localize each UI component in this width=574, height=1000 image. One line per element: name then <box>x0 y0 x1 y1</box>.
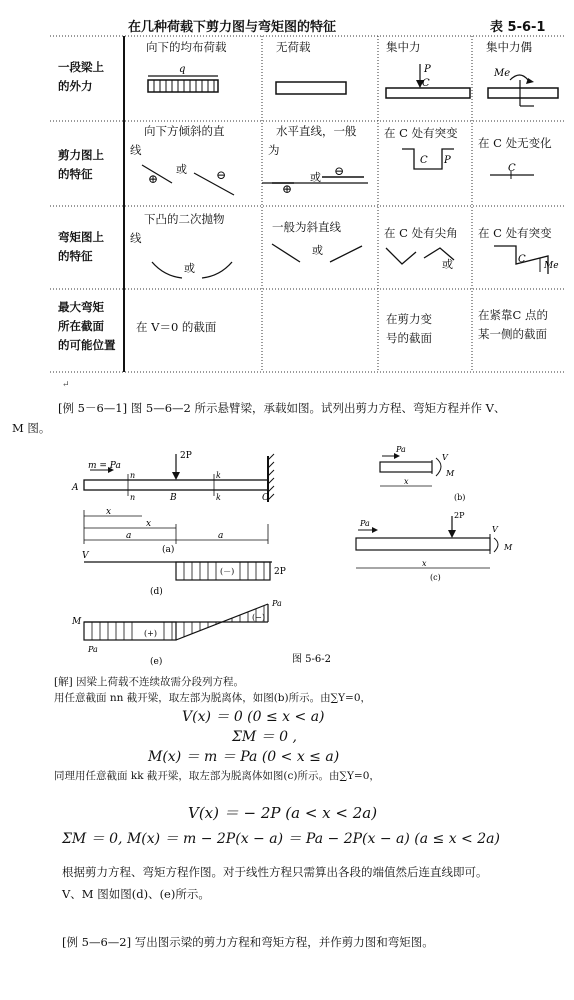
moment-or-3: 或 <box>442 258 453 271</box>
max-couple-desc: 在紧靠C 点的 某一侧的截面 <box>478 308 548 341</box>
shear-plus-sign-2: ⊕ <box>282 182 293 196</box>
max-point-force-desc: 在剪力变 号的截面 <box>386 312 432 345</box>
shear-or-1: 或 <box>176 163 187 176</box>
moment-no-load-desc: 一般为斜直线 <box>272 220 341 234</box>
figure-5-6-2 <box>60 444 520 676</box>
conclusion-line-1: 根据剪力方程、弯矩方程作图。对于线性方程只需算出各段的端值然后连直线即可。 <box>62 865 488 879</box>
example1-heading-cont: M 图。 <box>12 421 51 435</box>
row-label-max-moment: 最大弯矩 所在截面 的可能位置 <box>58 300 116 352</box>
header-no-load: 无荷载 <box>276 40 311 54</box>
fig-e-plus: (+) <box>144 629 157 638</box>
fig-a-m-pa: m = Pa <box>88 461 121 471</box>
row-label-moment: 弯矩图上 的特征 <box>58 230 104 263</box>
moment-Me-label: Me <box>544 261 559 271</box>
fig-b-caption: (b) <box>454 493 466 502</box>
figure-d-shear-diagram <box>84 562 272 580</box>
equation-4: V(x) ＝ − 2P (a < x < 2a) <box>188 804 378 822</box>
row-label-external-force: 一段梁上 的外力 <box>58 60 104 93</box>
couple-beam <box>488 75 558 106</box>
example1-heading: [例 5－6—1] 图 5—6—2 所示悬臂梁，承载如图。试列出剪力方程、弯矩方程并作 V、 <box>58 401 506 415</box>
fig-e-caption: (e) <box>150 657 163 667</box>
solution-line-3: 同理用任意截面 kk 截开梁，取左部为脱离体如图(c)所示。由∑Y=0， <box>54 770 380 782</box>
external-force-sketches <box>124 36 564 121</box>
equation-1: V(x) ＝ 0 (0 ≤ x < a) <box>182 709 325 725</box>
header-point-force: 集中力 <box>386 40 421 54</box>
fig-e-pa-right: Pa <box>272 599 282 608</box>
equation-2: ΣM ＝ 0 , <box>232 729 297 745</box>
C-label: C <box>422 78 430 89</box>
shear-minus-sign: ⊖ <box>216 168 227 182</box>
fig-a-2p: 2P <box>180 451 192 461</box>
q-label: q <box>179 64 186 75</box>
fig-d-minus: (－) <box>220 567 235 576</box>
fig-a-n-top: n <box>130 471 136 480</box>
shear-sketches <box>124 121 564 206</box>
fig-b-V: V <box>442 453 448 462</box>
Me-label: Me <box>494 68 511 79</box>
shear-plus-sign: ⊕ <box>148 172 159 186</box>
paragraph-mark: ↵ <box>62 380 70 390</box>
solution-line-2: 用任意截面 nn 截开梁，取左部为脱离体，如图(b)所示。由∑Y=0， <box>54 692 372 704</box>
fig-c-pa: Pa <box>360 519 370 528</box>
fig-e-pa-left: Pa <box>88 645 98 654</box>
max-uniform-desc: 在 V＝0 的截面 <box>136 320 217 334</box>
shear-C-label-2: C <box>508 163 516 174</box>
moment-point-force-desc: 在 C 处有尖角 <box>384 226 458 240</box>
no-load-beam <box>276 82 346 94</box>
moment-or-2: 或 <box>312 244 323 257</box>
fig-c-x: x <box>422 559 427 568</box>
header-uniform-load: 向下的均布荷载 <box>146 40 227 54</box>
shear-C-label: C <box>420 155 428 166</box>
figure-b-freebody <box>380 453 441 486</box>
equation-3: M(x) ＝ m ＝ Pa (0 < x ≤ a) <box>148 749 340 765</box>
figure-c-freebody <box>356 516 498 568</box>
fig-b-x: x <box>404 477 409 486</box>
P-label: P <box>424 64 431 75</box>
fig-c-M: M <box>504 543 513 552</box>
fig-a-A: A <box>72 483 79 493</box>
moment-uniform-desc: 下凸的二次抛物 线 <box>130 212 225 245</box>
shear-uniform-desc: 向下方倾斜的直 线 <box>130 124 225 157</box>
solution-line-1: [解] 因梁上荷载不连续故需分段列方程。 <box>54 676 245 688</box>
fig-e-M: M <box>72 617 82 627</box>
fig-e-minus: (−) <box>252 613 265 622</box>
shear-minus-sign-2: ⊖ <box>334 164 345 178</box>
fig-a-k-bottom: k <box>216 493 221 502</box>
fig-b-pa: Pa <box>396 445 406 454</box>
uniform-load-beam <box>148 76 218 92</box>
figure-e-moment-diagram <box>84 604 268 640</box>
figure-caption: 图 5-6-2 <box>292 654 332 665</box>
moment-C-label: C <box>518 254 526 265</box>
row-label-shear: 剪力图上 的特征 <box>58 148 104 181</box>
fig-d-caption: (d) <box>150 587 163 597</box>
table-title: 在几种荷载下剪力图与弯矩图的特征 <box>128 20 337 35</box>
fig-a-x2: x <box>146 519 152 529</box>
fig-c-caption: (c) <box>430 573 441 582</box>
shear-P-label: P <box>444 155 451 166</box>
header-couple: 集中力偶 <box>486 40 532 54</box>
shear-or-2: 或 <box>310 171 321 184</box>
fig-c-2p: 2P <box>454 511 465 520</box>
moment-couple-desc: 在 C 处有突变 <box>478 226 552 240</box>
shear-point-force-desc: 在 C 处有突变 <box>384 126 458 140</box>
conclusion-line-2: V、M 图如图(d)、(e)所示。 <box>62 887 210 901</box>
fig-a-B: B <box>170 493 177 503</box>
fig-a-x1: x <box>106 507 112 517</box>
moment-sketches <box>124 206 564 289</box>
example2-heading: [例 5—6—2] 写出图示梁的剪力方程和弯矩方程，并作剪力图和弯矩图。 <box>62 935 434 949</box>
fig-a-a2: a <box>218 531 224 541</box>
equation-5: ΣM ＝ 0, M(x) ＝ m − 2P(x − a) ＝ Pa − 2P(x − a) (a ≤ x < 2a) <box>62 831 500 847</box>
moment-or-1: 或 <box>184 262 195 275</box>
fig-a-k-top: k <box>216 471 221 480</box>
fig-a-C: C <box>262 493 269 503</box>
fig-a-n-bottom: n <box>130 493 136 502</box>
table-number: 表 5-6-1 <box>490 20 546 35</box>
fig-a-caption: (a) <box>162 545 175 555</box>
fig-d-V: V <box>82 551 89 561</box>
shear-couple-desc: 在 C 处无变化 <box>478 136 552 150</box>
fig-d-2p: 2P <box>274 567 286 577</box>
fig-b-M: M <box>446 469 455 478</box>
fig-c-V: V <box>492 525 498 534</box>
shear-no-load-desc: 水平直线，一般 为 <box>268 124 357 157</box>
fig-a-a1: a <box>126 531 132 541</box>
